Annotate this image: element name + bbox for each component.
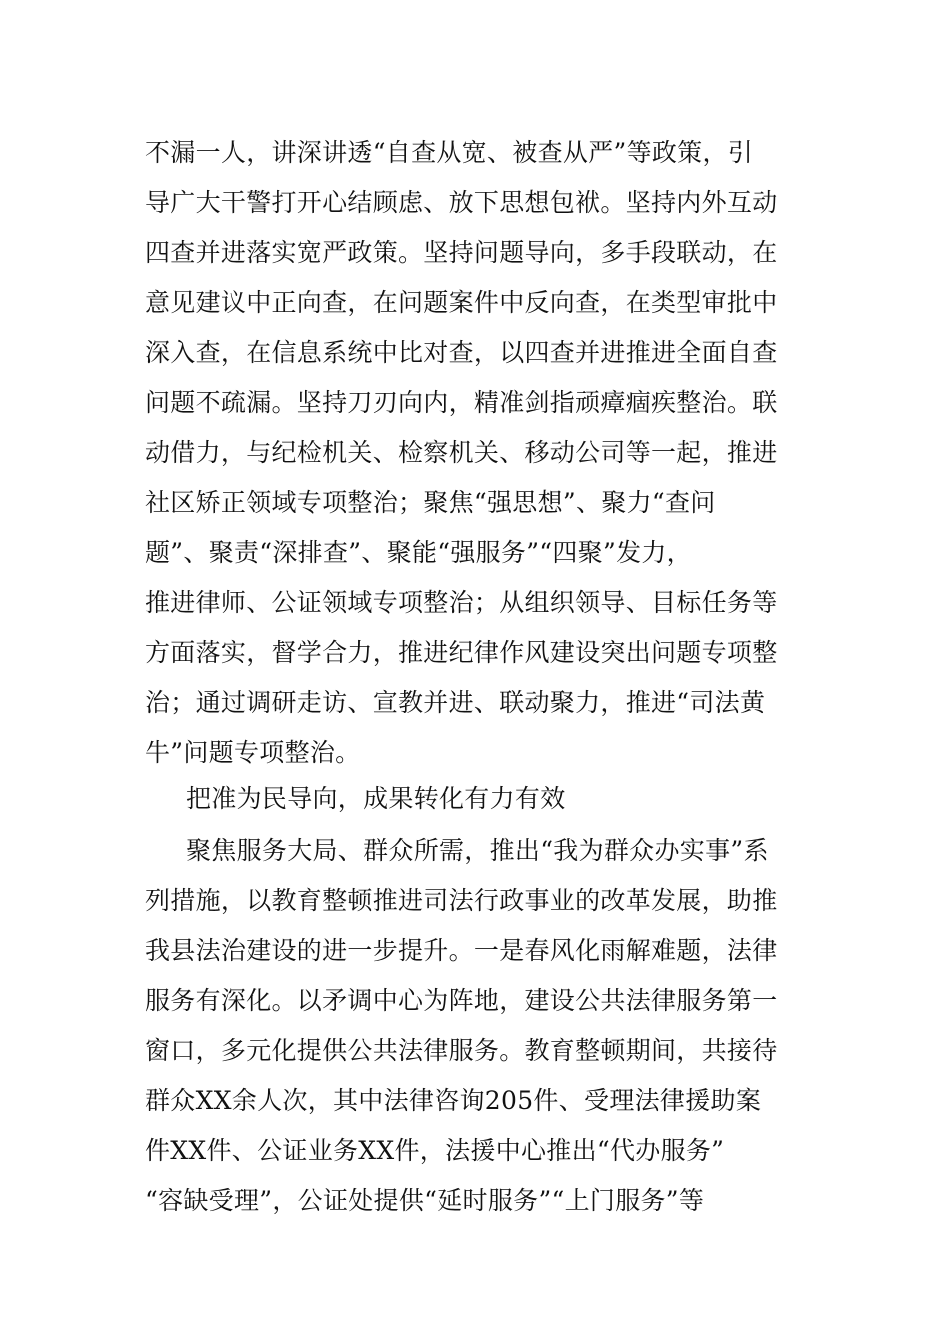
text-line: 题”、聚责“深排查”、聚能“强服务”“四聚”发力， [145,538,692,567]
text-line: 服务有深化。以矛调中心为阵地，建设公共法律服务第一 [145,986,778,1015]
text-line: 治；通过调研走访、宣教并进、联动聚力，推进“司法黄 [145,688,766,717]
text-line: 推进律师、公证领域专项整治；从组织领导、目标任务等 [145,588,778,617]
text-line: 四查并进落实宽严政策。坚持问题导向，多手段联动，在 [145,238,778,267]
text-line: 动借力，与纪检机关、检察机关、移动公司等一起，推进 [145,438,778,467]
text-line: 导广大干警打开心结顾虑、放下思想包袱。坚持内外互动 [145,188,778,217]
text-line: 聚焦服务大局、群众所需，推出“我为群众办实事”系 [186,836,769,865]
text-line: 牛”问题专项整治。 [145,738,361,767]
text-line: 件XX件、公证业务XX件，法援中心推出“代办服务” [145,1136,725,1165]
text-line: “容缺受理”，公证处提供“延时服务”“上门服务”等 [145,1186,705,1215]
text-line: 不漏一人，讲深讲透“自查从宽、被查从严”等政策，引 [145,138,754,167]
text-line: 群众XX余人次，其中法律咨询205件、受理法律援助案 [145,1086,762,1115]
text-line: 方面落实，督学合力，推进纪律作风建设突出问题专项整 [145,638,778,667]
text-line: 社区矫正领域专项整治；聚焦“强思想”、聚力“查问 [145,488,716,517]
text-line: 深入查，在信息系统中比对查，以四查并进推进全面自查 [145,338,778,367]
section-heading: 把准为民导向，成果转化有力有效 [186,784,566,813]
text-line: 窗口，多元化提供公共法律服务。教育整顿期间，共接待 [145,1036,778,1065]
text-line: 列措施，以教育整顿推进司法行政事业的改革发展，助推 [145,886,778,915]
text-line: 问题不疏漏。坚持刀刃向内，精准剑指顽瘴痼疾整治。联 [145,388,778,417]
text-line: 意见建议中正向查，在问题案件中反向查，在类型审批中 [145,288,778,317]
text-line: 我县法治建设的进一步提升。一是春风化雨解难题，法律 [145,936,778,965]
